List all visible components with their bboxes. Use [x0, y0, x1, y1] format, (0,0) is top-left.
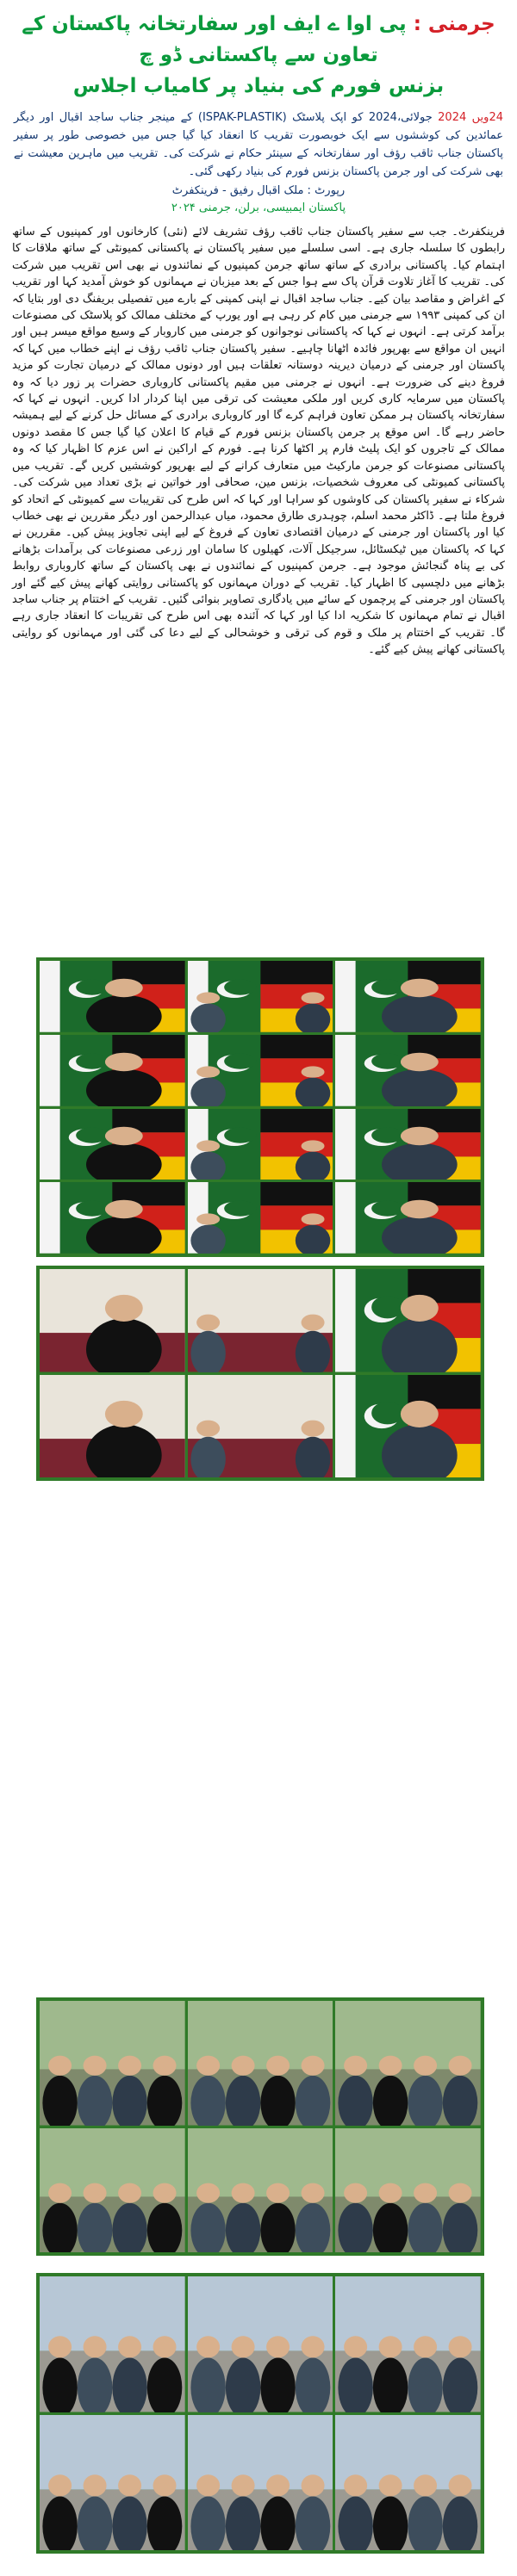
photo-image [188, 1269, 333, 1372]
photo-group-flowers-2 [335, 2001, 481, 2126]
photo-grid-2 [36, 1266, 484, 1481]
photo-guests-table-3 [335, 1182, 481, 1254]
photo-image [188, 2128, 333, 2253]
photo-speaker-man-flags-2 [188, 1182, 333, 1254]
photo-grid-4 [36, 2273, 484, 2554]
photo-award-handover [188, 1375, 333, 1478]
photo-presentation-award [188, 1269, 333, 1372]
photo-group-photo-3 [335, 2276, 481, 2412]
photo-group-outdoor-3 [335, 2128, 481, 2253]
dateline: پاکستان ایمبیسی، برلن، جرمنی ۲۰۲۴ [171, 201, 346, 214]
photo-image [40, 1375, 185, 1478]
photo-image [40, 961, 185, 1032]
headline-prefix: جرمنی : [413, 13, 495, 35]
photo-grid-1 [36, 957, 484, 1257]
photo-image [40, 2276, 185, 2412]
photo-speaker-man-flags [40, 1035, 185, 1106]
photo-group-outdoor [40, 2128, 185, 2253]
photo-image [335, 1109, 481, 1180]
photo-speaker-man-mic [188, 1109, 333, 1180]
headline-title: پی اوا ے ایف اور سفارتخانہ پاکستان کے تعاون سے پاکستانی ڈو چ [22, 13, 407, 66]
photo-image [188, 2276, 333, 2412]
photo-image [335, 1375, 481, 1478]
photo-guests-table-2 [335, 1035, 481, 1106]
headline-line-1 [12, 9, 505, 71]
photo-speaker-woman-mic [188, 961, 333, 1032]
headline [12, 9, 505, 102]
photo-hall-audience [40, 1269, 185, 1372]
photo-image [188, 2001, 333, 2126]
byline: رپورٹ : ملک اقبال رفیق - فرینکفرٹ [171, 184, 346, 197]
photo-image [335, 1269, 481, 1372]
photo-image [40, 2415, 185, 2551]
photo-speaker-flags [335, 1375, 481, 1478]
intro-text: جولائی،2024 کو اپک پلاسٹک (ISPAK-PLASTIK) کے مینجر جناب ساجد اقبال اور دیگر عمائدین کی کوششوں سے ایک خوبصورت تقریب کا انعقاد کیا گیا جس میں خصوصی طور پر سفیر پاکستان جناب ثاقب رؤف اور سفارتخانہ کے سینئر حکام نے شرکت کی۔ تقریب میں ماہرین معیشت نے بھی شرکت کی اور جرمن پاکستان بزنس فورم کی بنیاد رکھی گئی۔ [14, 111, 503, 178]
photo-image [335, 2128, 481, 2253]
photo-image [335, 2415, 481, 2551]
photo-group-photo-2 [188, 2276, 333, 2412]
photo-flower-bouquets [40, 2001, 185, 2126]
photo-group-flowers [188, 2001, 333, 2126]
photo-image [40, 1269, 185, 1372]
photo-speaker-man-mic-2 [335, 1109, 481, 1180]
photo-guests-seated [40, 1109, 185, 1180]
photo-image [40, 1182, 185, 1254]
photo-image [188, 1035, 333, 1106]
photo-guests-table [188, 1035, 333, 1106]
photo-image [335, 961, 481, 1032]
photo-speaker-woman-lectern [40, 961, 185, 1032]
photo-group-standing [40, 1375, 185, 1478]
photo-group-photo-5 [188, 2415, 333, 2551]
photo-image [188, 1182, 333, 1254]
photo-image [188, 2415, 333, 2551]
photo-image [188, 1375, 333, 1478]
photo-image [335, 1035, 481, 1106]
photo-speaker-young-man [40, 1182, 185, 1254]
photo-image [40, 1035, 185, 1106]
photo-image [335, 2001, 481, 2126]
article-body: فرینکفرٹ۔ جب سے سفیر پاکستان جناب ثاقب رؤف تشریف لائے (نئی) کارخانوں اور کمپنیوں کے ساتھ رابطوں کا سلسلہ جاری ہے۔ اسی سلسلے میں سفیر پاکستان نے پاکستانی کمیونٹی کے ساتھ ملاقات کا اہتمام کیا۔ پاکستانی برادری کے ساتھ ساتھ جرمن کمپنیوں کے نمائندوں نے بھی اس تقریب میں شرکت کی۔ تقریب کا آغاز تلاوت قرآن پاک سے ہوا جس کے بعد میزبان نے مہمانوں کو خوش آمدید کہا اور تقریب کے اغراض و مقاصد بیان کیے۔ جناب ساجد اقبال نے اپنی کمپنی کے بارے میں تفصیلی بریفنگ دی اور بتایا کہ ان کی کمپنی ۱۹۹۳ سے جرمنی میں کام کر رہی ہے اور یورپ کے مختلف ممالک کو پلاسٹک کی مصنوعات برآمد کرتی ہے۔ انہوں نے کہا کہ پاکستانی نوجوانوں کو جرمنی میں کاروبار کے وسیع مواقع میسر ہیں اور انہیں ان مواقع سے بھرپور فائدہ اٹھانا چاہیے۔ سفیر پاکستان جناب ثاقب رؤف نے اپنے خطاب میں کہا کہ پاکستان اور جرمنی کے درمیان دیرینہ دوستانہ تعلقات ہیں اور دونوں ممالک کے درمیان تجارت کو مزید فروغ دینے کی ضرورت ہے۔ انہوں نے جرمنی میں مقیم پاکستانی کاروباری حضرات پر زور دیا کہ وہ پاکستان میں سرمایہ کاری کریں اور ملکی معیشت کی ترقی میں اپنا کردار ادا کریں۔ انہوں نے کہا کہ سفارتخانہ پاکستان ہر ممکن تعاون فراہم کرے گا اور کاروباری برادری کے مسائل حل کرنے کے لیے ہمیشہ حاضر رہے گا۔ اس موقع پر جرمن پاکستان بزنس فورم کے قیام کا اعلان کیا گیا جس کا مقصد دونوں ممالک کے تاجروں کو ایک پلیٹ فارم پر اکٹھا کرنا ہے۔ فورم کے اراکین نے اس عزم کا اظہار کیا کہ وہ پاکستانی مصنوعات کو جرمن مارکیٹ میں متعارف کرانے کے لیے بھرپور کوششیں کریں گے۔ تقریب میں پاکستانی کمیونٹی کی معروف شخصیات، بزنس مین، صحافی اور خواتین نے بڑی تعداد میں شرکت کی۔ شرکاء نے سفیر پاکستان کی کاوشوں کو سراہا اور کہا کہ اس طرح کی تقریبات سے کمیونٹی کے اتحاد کو فروغ ملتا ہے۔ ڈاکٹر محمد اسلم، چوہدری طارق محمود، میاں عبدالرحمن اور دیگر مقررین نے بھی خطاب کیا اور پاکستان اور جرمنی کے درمیان اقتصادی تعاون کے فروغ کے لیے اپنی تجاویز پیش کیں۔ مقررین نے کہا کہ پاکستان میں ٹیکسٹائل، سرجیکل آلات، کھیلوں کا سامان اور زرعی مصنوعات کی برآمدات بڑھانے کی بے پناہ گنجائش موجود ہے۔ جرمن کمپنیوں کے نمائندوں نے بھی پاکستان کے ساتھ کاروباری روابط بڑھانے میں دلچسپی کا اظہار کیا۔ تقریب کے دوران مہمانوں کو پاکستانی روایتی کھانے پیش کیے گئے اور پاکستان اور جرمنی کے پرچموں کے سائے میں یادگاری تصاویر بنوائی گئیں۔ تقریب کے اختتام پر جناب ساجد اقبال نے تمام مہمانوں کا شکریہ ادا کیا اور کہا کہ آئندہ بھی اس طرح کی تقریبات کا انعقاد جاری رہے گا۔ تقریب کے اختتام پر ملک و قوم کی ترقی و خوشحالی کے لیے دعا کی گئی اور مہمانوں کو روایتی پاکستانی کھانے پیش کیے گئے۔ [12, 226, 505, 657]
photo-image [188, 1109, 333, 1180]
photo-image [40, 2001, 185, 2126]
photo-image [40, 2128, 185, 2253]
photo-speaker-man-lectern [335, 961, 481, 1032]
photo-grid-3 [36, 1997, 484, 2256]
intro-paragraph [14, 108, 503, 181]
intro-date: 24ویں 2024 [432, 111, 503, 124]
photo-group-photo [40, 2276, 185, 2412]
photo-audience-row [335, 1269, 481, 1372]
photo-image [335, 2276, 481, 2412]
photo-group-photo-4 [40, 2415, 185, 2551]
photo-image [188, 961, 333, 1032]
headline-line-2: بزنس فورم کی بنیاد پر کامیاب اجلاس [72, 75, 445, 97]
photo-image [335, 1182, 481, 1254]
photo-group-outdoor-2 [188, 2128, 333, 2253]
photo-group-photo-6 [335, 2415, 481, 2551]
photo-image [40, 1109, 185, 1180]
